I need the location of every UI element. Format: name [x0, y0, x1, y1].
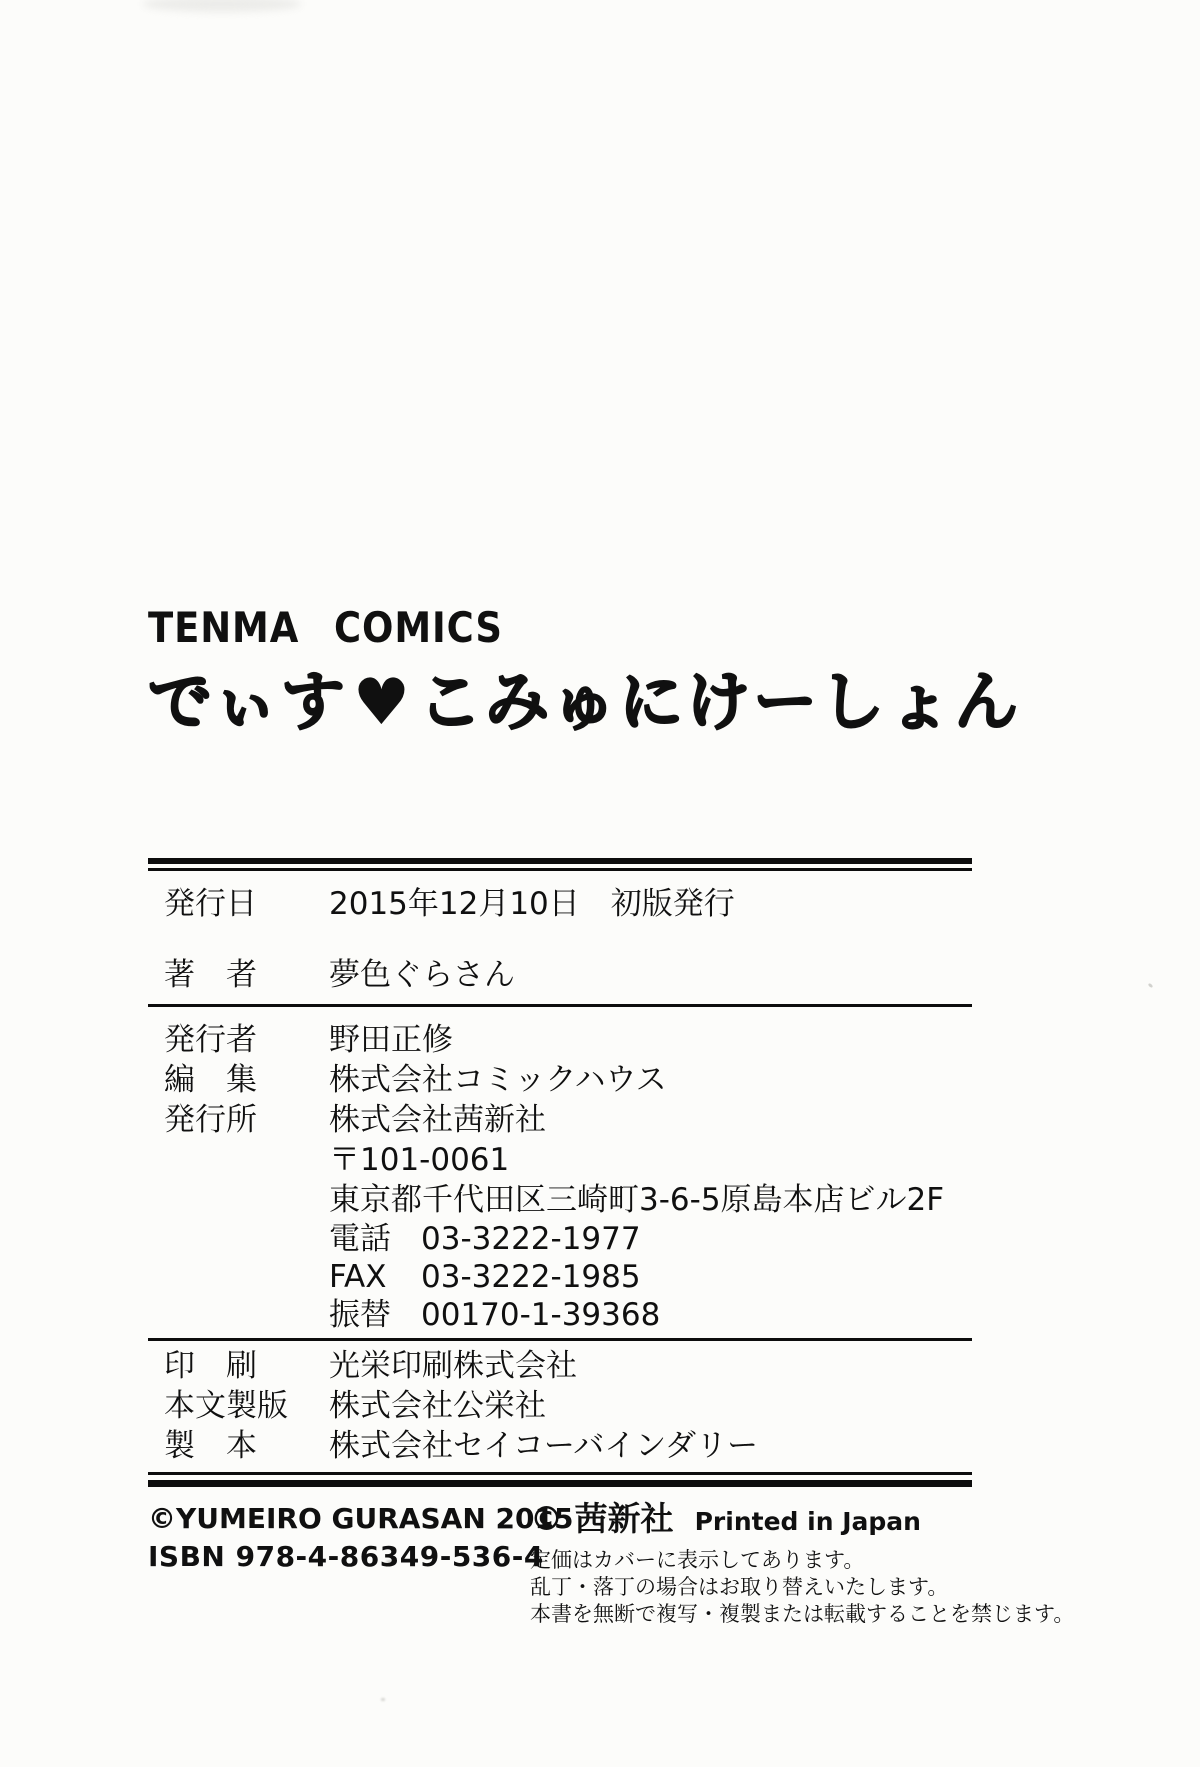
row-value: 夢色ぐらさん: [329, 957, 515, 993]
row-label: 発行所: [164, 1102, 257, 1138]
colophon-row: [148, 1296, 972, 1334]
book-title-pre: でぃす: [148, 666, 348, 740]
publisher-copyright-row: [530, 1500, 1074, 1544]
scan-speck: [1148, 983, 1154, 989]
row-value: 株式会社セイコーバインダリー: [329, 1428, 759, 1464]
double-rule-bottom: [148, 1472, 972, 1487]
fax-number: 03-3222-1985: [421, 1259, 641, 1295]
book-title-post: こみゅにけーしょん: [418, 666, 1022, 740]
colophon-row: [148, 1426, 972, 1466]
book-title: [148, 660, 1022, 746]
rule-bar: [148, 858, 972, 864]
footer-left: [148, 1500, 574, 1628]
row-label: 著 者: [164, 957, 257, 993]
notice-copy: 本書を無断で複写・複製または転載することを禁じます。: [530, 1602, 1075, 1626]
row-value address: 東京都千代田区三崎町3-6-5原島本店ビル2F: [329, 1182, 945, 1218]
row-label: [164, 1180, 329, 1220]
row-value: 株式会社茜新社: [329, 1102, 546, 1138]
notice-price: 定価はカバーに表示してあります。: [530, 1548, 865, 1572]
row-value: 光栄印刷株式会社: [329, 1348, 577, 1384]
row-value: 株式会社公栄社: [329, 1388, 546, 1424]
contact-label: FAX: [329, 1259, 387, 1295]
row-label: [164, 1220, 329, 1258]
footer-right: [530, 1500, 1074, 1628]
row-label: [164, 1258, 329, 1296]
row-label: 印 刷: [164, 1348, 257, 1384]
publisher-copyright: © 茜新社: [530, 1499, 674, 1538]
double-rule-top: [148, 858, 972, 871]
phone-number: 03-3222-1977: [421, 1221, 641, 1257]
colophon-row: [148, 1020, 972, 1060]
row-value: 株式会社コミックハウス: [329, 1062, 667, 1098]
colophon-row: [148, 1180, 972, 1220]
colophon-row: [148, 1100, 972, 1140]
notice-defect: 乱丁・落丁の場合はお取り替えいたします。: [530, 1575, 949, 1599]
publication-section: [148, 884, 972, 995]
contact-label: 振替: [329, 1297, 391, 1333]
row-label: 編 集: [164, 1062, 257, 1098]
colophon-row: [148, 1258, 972, 1296]
single-rule: [148, 1004, 972, 1007]
printed-in-japan: Printed in Japan: [694, 1507, 921, 1536]
legal-notices: [530, 1547, 1074, 1628]
colophon-row: [148, 1386, 972, 1426]
author-copyright: ©YUMEIRO GURASAN 2015: [148, 1502, 574, 1535]
rule-bar: [148, 868, 972, 871]
row-value: 2015年12月10日 初版発行: [329, 886, 735, 922]
scan-speck: [381, 1698, 385, 1701]
row-label: 製 本: [164, 1428, 257, 1464]
row-label: 本文製版: [164, 1388, 288, 1424]
isbn: ISBN 978-4-86349-536-4: [148, 1540, 544, 1573]
colophon-row: [148, 1220, 972, 1258]
heart-icon: ♥: [352, 666, 414, 740]
row-label: [164, 1296, 329, 1334]
row-value postal-code: 〒101-0061: [329, 1142, 510, 1178]
production-section: [148, 1346, 972, 1466]
contact-label: 電話: [329, 1221, 391, 1257]
row-label: 発行者: [164, 1022, 257, 1058]
row-label: [164, 1140, 329, 1180]
imprint-logo-text: TENMA COMICS: [148, 603, 503, 652]
colophon-row: [148, 955, 972, 995]
colophon-row: [148, 1346, 972, 1386]
row-value: 野田正修: [329, 1022, 453, 1058]
postal-transfer-number: 00170-1-39368: [421, 1297, 661, 1333]
colophon-row: [148, 1060, 972, 1100]
rule-bar: [148, 1480, 972, 1487]
single-rule: [148, 1338, 972, 1341]
rule-bar: [148, 1472, 972, 1475]
colophon-row: [148, 1140, 972, 1180]
row-label: 発行日: [164, 886, 257, 922]
colophon-content: [148, 0, 1075, 1628]
publisher-section: [148, 1020, 972, 1334]
colophon-row: [148, 884, 972, 924]
footer: [148, 1499, 1075, 1628]
